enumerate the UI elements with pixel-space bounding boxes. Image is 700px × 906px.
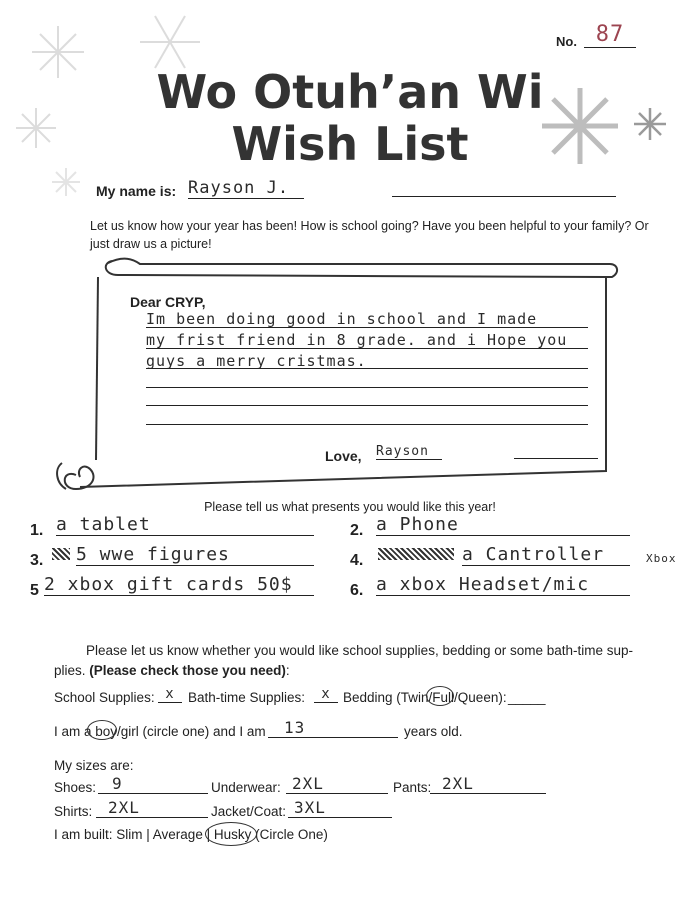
present-item-5: 2 xbox gift cards 50$ <box>44 574 314 596</box>
jacket-value[interactable]: 3XL <box>288 798 392 818</box>
shoes-value[interactable]: 9 <box>98 774 208 794</box>
form-number-value: 87 <box>584 22 636 48</box>
name-extra-line <box>392 196 616 197</box>
age-pre: I am a boy/girl (circle one) and I am <box>54 724 266 739</box>
form-number-label: No. <box>556 34 577 49</box>
letter-closing: Love, <box>325 448 362 464</box>
scribble-icon <box>52 548 70 560</box>
letter-rule <box>146 368 588 369</box>
bath-supplies-check[interactable]: x <box>314 686 338 703</box>
intro-line-2: just draw us a picture! <box>90 237 212 251</box>
name-label: My name is: <box>96 183 177 199</box>
built-text: I am built: Slim | Average | Husky (Circle One) <box>54 827 328 842</box>
letter-rule <box>146 327 588 328</box>
present-number-6: 6. <box>350 582 364 599</box>
letter-signature: Rayson <box>376 444 442 460</box>
pants-value[interactable]: 2XL <box>430 774 546 794</box>
jacket-label: Jacket/Coat: <box>211 804 287 819</box>
sizes-heading: My sizes are: <box>54 758 134 773</box>
present-number-4: 4. <box>350 552 364 569</box>
school-supplies-label: School Supplies: <box>54 690 155 705</box>
letter-rule <box>146 387 588 388</box>
title-line-1: Wo Otuh’an Wi <box>156 65 544 119</box>
letter-rule <box>146 405 588 406</box>
boy-circle-mark <box>87 720 117 740</box>
age-value[interactable]: 13 <box>268 718 398 738</box>
supplies-prompt-1: Please let us know whether you would like school supplies, bedding or some bath-time sup- <box>86 643 634 658</box>
presents-prompt: Please tell us what presents you would like this year! <box>204 500 496 514</box>
title-line-2: Wish List <box>231 117 469 171</box>
snowflake-icon <box>140 16 200 68</box>
supplies-prompt-bold: (Please check those you need) <box>89 663 286 678</box>
supplies-prompt-2-text: plies. <box>54 663 86 678</box>
present-item-4: a Cantroller <box>462 544 630 566</box>
husky-circle-mark <box>205 822 257 846</box>
letter-rule <box>146 348 588 349</box>
school-supplies-check[interactable]: x <box>158 686 182 703</box>
letter-greeting: Dear CRYP, <box>130 294 206 310</box>
snowflake-icon <box>52 168 80 196</box>
scribble-icon <box>378 548 454 560</box>
age-post: years old. <box>404 724 463 739</box>
name-value: Rayson J. <box>188 178 304 199</box>
full-circle-mark <box>426 686 454 706</box>
present-number-3: 3. <box>30 552 44 569</box>
supplies-prompt-2 <box>54 663 290 678</box>
supplies-prompt-end: : <box>285 663 290 678</box>
present-number-1: 1. <box>30 522 44 539</box>
letter-line-2: my frist friend in 8 grade. and i Hope you <box>146 331 568 349</box>
shoes-label: Shoes: <box>54 780 97 795</box>
present-item-1: a tablet <box>56 514 314 536</box>
underwear-label: Underwear: <box>211 780 281 795</box>
shirts-label: Shirts: <box>54 804 93 819</box>
present-item-3: 5 wwe figures <box>76 544 314 566</box>
present-number-5: 5 <box>30 582 39 599</box>
underwear-value[interactable]: 2XL <box>286 774 388 794</box>
bedding-blank[interactable]: _____ <box>508 690 546 705</box>
letter-line-3: guys a merry cristmas. <box>146 352 367 370</box>
letter-rule <box>146 424 588 425</box>
present-number-2: 2. <box>350 522 364 539</box>
bath-supplies-label: Bath-time Supplies: <box>188 690 306 705</box>
letter-extra-line <box>514 458 598 459</box>
intro-line-1: Let us know how your year has been! How is school going? Have you been helpful to your family? Or <box>90 219 649 233</box>
present-item-6: a xbox Headset/mic <box>376 574 630 596</box>
letter-line-1: Im been doing good in school and I made <box>146 310 538 328</box>
pants-label: Pants: <box>393 780 432 795</box>
bedding-label: Bedding (Twin/Full/Queen): <box>343 690 507 705</box>
shirts-value[interactable]: 2XL <box>96 798 208 818</box>
present-item-2: a Phone <box>376 514 630 536</box>
present-side-note: Xbox <box>646 552 677 565</box>
